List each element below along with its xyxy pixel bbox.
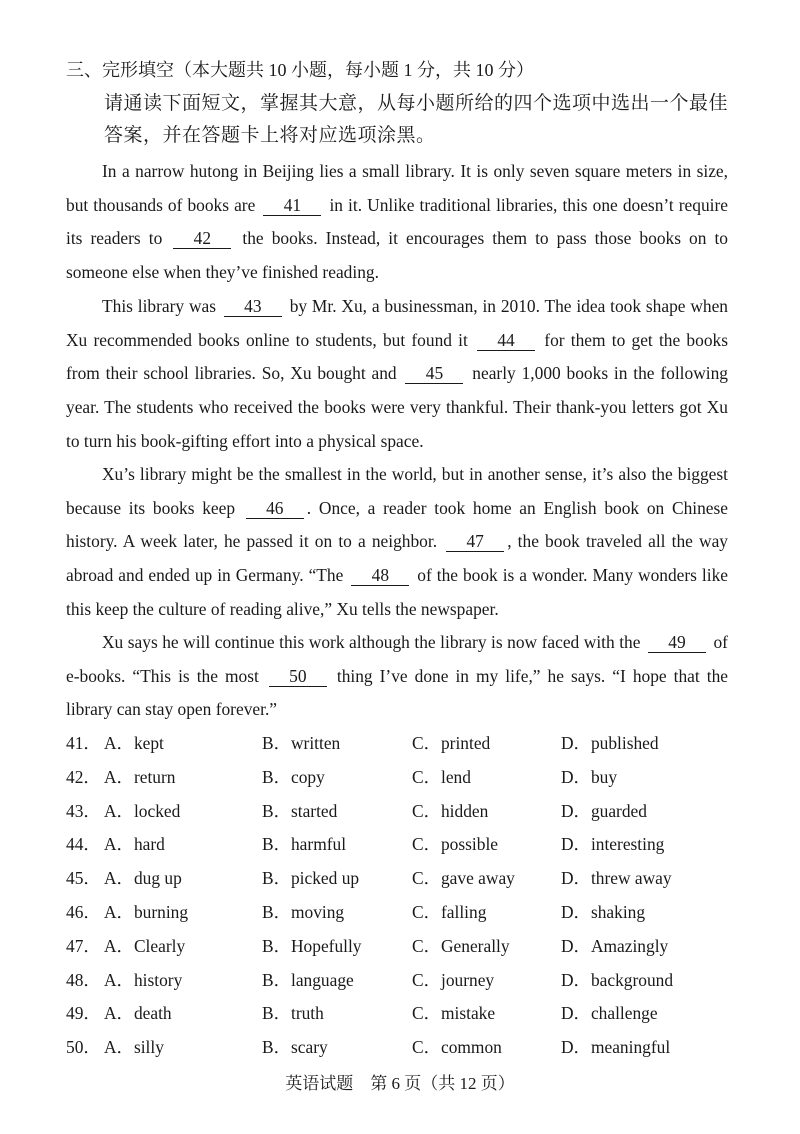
option-b: B．written: [262, 733, 341, 753]
question-number: 47．: [66, 935, 101, 956]
blank-47: 47: [446, 531, 504, 552]
question-number: 41．: [66, 733, 101, 753]
option-d: D．interesting: [561, 834, 665, 855]
answer-options: [66, 728, 746, 1066]
option-b: B．copy: [262, 766, 325, 787]
option-b: B．picked up: [262, 868, 360, 889]
question-row-48: [66, 965, 746, 999]
instructions-line-2: 答案，并在答题卡上将对应选项涂黑。: [104, 125, 436, 146]
question-number: 48．: [66, 969, 101, 990]
option-a: A．death: [104, 1003, 172, 1024]
question-row-47: [66, 931, 746, 965]
option-d: D．shaking: [561, 901, 646, 922]
page-footer: 英语试题 第 6 页（共 12 页）: [285, 1074, 515, 1093]
instructions-line-1: 请通读下面短文，掌握其大意，从每小题所给的四个选项中选出一个最佳: [104, 93, 729, 114]
option-a: A．silly: [104, 1037, 164, 1058]
option-a: A．burning: [104, 901, 189, 922]
option-c: C．mistake: [412, 1003, 496, 1024]
option-c: C．possible: [412, 834, 498, 855]
question-number: 43．: [66, 800, 101, 821]
option-c: C．gave away: [412, 868, 515, 889]
option-d: D．buy: [561, 766, 618, 787]
passage-paragraph-3: Xu’s library might be the smallest in the world, but in another sense, it’s also the biggest because its books keep 46 . Once, a reader took home an English book on Chinese history. A week later, he passed it on to a neighbor. 47 , the book traveled all the way abroad and ended up in Germany. “The 48 of the book is a wonder. Many wonders like this keep the culture of reading alive,” Xu tells the newspaper.: [66, 464, 728, 619]
question-row-49: [66, 998, 746, 1032]
question-number: 49．: [66, 1003, 101, 1024]
option-b: B．language: [262, 969, 354, 990]
question-row-46: [66, 897, 746, 931]
option-b: B．harmful: [262, 834, 347, 855]
option-b: B．moving: [262, 901, 345, 922]
question-row-41: [66, 728, 746, 762]
option-c: C．hidden: [412, 800, 489, 821]
blank-50: 50: [269, 666, 327, 687]
passage-paragraph-4: Xu says he will continue this work although the library is now faced with the 49 of e-books. “This is the most 50 thing I’ve done in my life,” he says. “I hope that the library can stay open forever.”: [66, 632, 728, 720]
question-number: 42．: [66, 766, 101, 787]
option-d: D．meaningful: [561, 1037, 671, 1058]
option-d: D．guarded: [561, 800, 647, 821]
option-a: A．dug up: [104, 868, 182, 889]
question-number: 45．: [66, 868, 101, 889]
option-a: A．return: [104, 766, 176, 787]
option-d: D．Amazingly: [561, 935, 669, 956]
blank-42: 42: [173, 228, 231, 249]
option-a: A．hard: [104, 834, 165, 855]
option-b: B．started: [262, 800, 338, 821]
question-row-43: [66, 796, 746, 830]
option-b: B．truth: [262, 1003, 324, 1024]
option-a: A．history: [104, 969, 183, 990]
blank-44: 44: [477, 330, 535, 351]
question-row-50: [66, 1032, 746, 1066]
option-d: D．threw away: [561, 868, 672, 889]
option-b: B．Hopefully: [262, 935, 362, 956]
question-number: 44．: [66, 834, 101, 855]
option-a: A．locked: [104, 800, 181, 821]
blank-48: 48: [351, 565, 409, 586]
option-c: C．journey: [412, 969, 495, 990]
option-c: C．common: [412, 1037, 502, 1058]
question-row-45: [66, 863, 746, 897]
section-title: 三、完形填空（本大题共 10 小题，每小题 1 分，共 10 分）: [66, 60, 534, 80]
blank-45: 45: [405, 363, 463, 384]
blank-49: 49: [648, 632, 706, 653]
passage-paragraph-2: This library was 43 by Mr. Xu, a businessman, in 2010. The idea took shape when Xu recommended books online to students, but found it 44 for them to get the books from their school libraries. So, Xu bought and 45 nearly 1,000 books in the following year. The students who received the books were very thankful. Their thank-you letters got Xu to turn his book-gifting effort into a physical space.: [66, 296, 728, 451]
option-c: C．falling: [412, 901, 487, 922]
question-row-44: [66, 829, 746, 863]
option-a: A．Clearly: [104, 935, 186, 956]
question-number: 46．: [66, 901, 101, 922]
question-number: 50．: [66, 1037, 101, 1058]
option-c: C．Generally: [412, 935, 510, 956]
question-row-42: [66, 762, 746, 796]
option-b: B．scary: [262, 1037, 328, 1058]
option-a: A．kept: [104, 733, 164, 753]
blank-46: 46: [246, 498, 304, 519]
option-d: D．background: [561, 969, 674, 990]
option-c: C．printed: [412, 733, 491, 753]
option-d: D．challenge: [561, 1003, 658, 1024]
blank-43: 43: [224, 296, 282, 317]
option-c: C．lend: [412, 766, 471, 787]
blank-41: 41: [263, 195, 321, 216]
passage-paragraph-1: In a narrow hutong in Beijing lies a small library. It is only seven square meters in size, but thousands of books are 41 in it. Unlike traditional libraries, this one doesn’t require its readers to 42 the books. Instead, it encourages them to pass those books on to someone else when they’ve finished reading.: [66, 161, 729, 283]
option-d: D．published: [561, 733, 659, 753]
